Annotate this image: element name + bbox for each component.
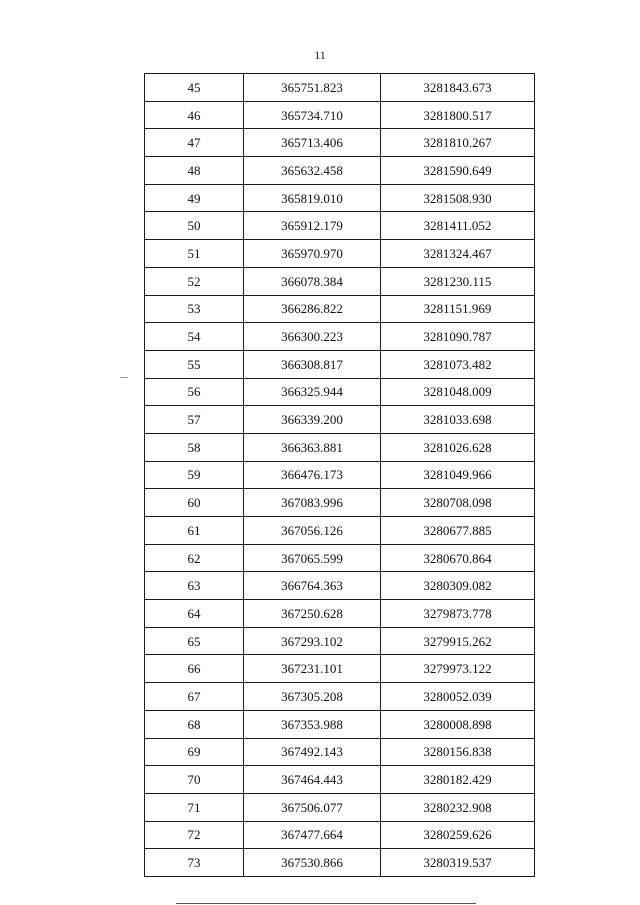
point-number-cell: 47 — [145, 129, 244, 157]
x-coordinate-cell: 366325.944 — [244, 378, 381, 406]
table-row — [145, 821, 535, 849]
x-coordinate-cell: 367293.102 — [244, 627, 381, 655]
y-coordinate-cell: 3279873.778 — [381, 600, 535, 628]
table-row — [145, 101, 535, 129]
x-coordinate-cell: 366308.817 — [244, 350, 381, 378]
y-coordinate-cell: 3281411.052 — [381, 212, 535, 240]
table-row — [145, 212, 535, 240]
x-coordinate-cell: 365912.179 — [244, 212, 381, 240]
table-row — [145, 793, 535, 821]
table-row — [145, 323, 535, 351]
point-number-cell: 52 — [145, 267, 244, 295]
point-number-cell: 72 — [145, 821, 244, 849]
x-coordinate-cell: 367464.443 — [244, 766, 381, 794]
y-coordinate-cell: 3280319.537 — [381, 849, 535, 877]
x-coordinate-cell: 367083.996 — [244, 489, 381, 517]
x-coordinate-cell: 366363.881 — [244, 433, 381, 461]
x-coordinate-cell: 367231.101 — [244, 655, 381, 683]
table-row — [145, 350, 535, 378]
x-coordinate-cell: 367506.077 — [244, 793, 381, 821]
table-row — [145, 184, 535, 212]
point-number-cell: 54 — [145, 323, 244, 351]
x-coordinate-cell: 365970.970 — [244, 240, 381, 268]
y-coordinate-cell: 3281590.649 — [381, 157, 535, 185]
point-number-cell: 65 — [145, 627, 244, 655]
x-coordinate-cell: 367250.628 — [244, 600, 381, 628]
y-coordinate-cell: 3281508.930 — [381, 184, 535, 212]
point-number-cell: 63 — [145, 572, 244, 600]
x-coordinate-cell: 367056.126 — [244, 517, 381, 545]
coordinate-table — [144, 73, 535, 877]
y-coordinate-cell: 3281090.787 — [381, 323, 535, 351]
point-number-cell: 56 — [145, 378, 244, 406]
coordinate-table-body — [145, 74, 535, 877]
point-number-cell: 53 — [145, 295, 244, 323]
y-coordinate-cell: 3280156.838 — [381, 738, 535, 766]
point-number-cell: 57 — [145, 406, 244, 434]
point-number-cell: 70 — [145, 766, 244, 794]
page-bottom-rule — [176, 903, 476, 904]
table-row — [145, 295, 535, 323]
x-coordinate-cell: 365751.823 — [244, 74, 381, 102]
y-coordinate-cell: 3281049.966 — [381, 461, 535, 489]
point-number-cell: 59 — [145, 461, 244, 489]
table-row — [145, 129, 535, 157]
y-coordinate-cell: 3281033.698 — [381, 406, 535, 434]
y-coordinate-cell: 3281048.009 — [381, 378, 535, 406]
y-coordinate-cell: 3281073.482 — [381, 350, 535, 378]
table-row — [145, 433, 535, 461]
table-row — [145, 683, 535, 711]
table-row — [145, 849, 535, 877]
point-number-cell: 51 — [145, 240, 244, 268]
point-number-cell: 71 — [145, 793, 244, 821]
table-row — [145, 489, 535, 517]
y-coordinate-cell: 3279915.262 — [381, 627, 535, 655]
y-coordinate-cell: 3281026.628 — [381, 433, 535, 461]
table-row — [145, 655, 535, 683]
table-row — [145, 766, 535, 794]
y-coordinate-cell: 3279973.122 — [381, 655, 535, 683]
point-number-cell: 46 — [145, 101, 244, 129]
y-coordinate-cell: 3280677.885 — [381, 517, 535, 545]
y-coordinate-cell: 3281151.969 — [381, 295, 535, 323]
table-row — [145, 600, 535, 628]
y-coordinate-cell: 3280182.429 — [381, 766, 535, 794]
point-number-cell: 67 — [145, 683, 244, 711]
point-number-cell: 58 — [145, 433, 244, 461]
point-number-cell: 62 — [145, 544, 244, 572]
x-coordinate-cell: 367477.664 — [244, 821, 381, 849]
table-row — [145, 738, 535, 766]
table-row — [145, 710, 535, 738]
x-coordinate-cell: 367492.143 — [244, 738, 381, 766]
table-row — [145, 267, 535, 295]
point-number-cell: 49 — [145, 184, 244, 212]
y-coordinate-cell: 3281800.517 — [381, 101, 535, 129]
table-row — [145, 74, 535, 102]
x-coordinate-cell: 367305.208 — [244, 683, 381, 711]
y-coordinate-cell: 3281324.467 — [381, 240, 535, 268]
point-number-cell: 61 — [145, 517, 244, 545]
point-number-cell: 60 — [145, 489, 244, 517]
y-coordinate-cell: 3280309.082 — [381, 572, 535, 600]
y-coordinate-cell: 3280052.039 — [381, 683, 535, 711]
x-coordinate-cell: 366476.173 — [244, 461, 381, 489]
x-coordinate-cell: 365734.710 — [244, 101, 381, 129]
x-coordinate-cell: 366764.363 — [244, 572, 381, 600]
y-coordinate-cell: 3280259.626 — [381, 821, 535, 849]
table-row — [145, 517, 535, 545]
point-number-cell: 68 — [145, 710, 244, 738]
point-number-cell: 48 — [145, 157, 244, 185]
point-number-cell: 55 — [145, 350, 244, 378]
x-coordinate-cell: 365713.406 — [244, 129, 381, 157]
margin-mark — [120, 377, 128, 378]
y-coordinate-cell: 3281810.267 — [381, 129, 535, 157]
point-number-cell: 69 — [145, 738, 244, 766]
x-coordinate-cell: 367353.988 — [244, 710, 381, 738]
page-number: 11 — [314, 48, 326, 62]
table-row — [145, 406, 535, 434]
x-coordinate-cell: 366339.200 — [244, 406, 381, 434]
y-coordinate-cell: 3280232.908 — [381, 793, 535, 821]
point-number-cell: 45 — [145, 74, 244, 102]
point-number-cell: 66 — [145, 655, 244, 683]
point-number-cell: 50 — [145, 212, 244, 240]
table-row — [145, 627, 535, 655]
table-row — [145, 157, 535, 185]
table-row — [145, 572, 535, 600]
table-row — [145, 461, 535, 489]
table-row — [145, 378, 535, 406]
y-coordinate-cell: 3280008.898 — [381, 710, 535, 738]
x-coordinate-cell: 365632.458 — [244, 157, 381, 185]
y-coordinate-cell: 3281843.673 — [381, 74, 535, 102]
y-coordinate-cell: 3281230.115 — [381, 267, 535, 295]
y-coordinate-cell: 3280708.098 — [381, 489, 535, 517]
table-row — [145, 544, 535, 572]
y-coordinate-cell: 3280670.864 — [381, 544, 535, 572]
x-coordinate-cell: 366286.822 — [244, 295, 381, 323]
x-coordinate-cell: 365819.010 — [244, 184, 381, 212]
x-coordinate-cell: 367065.599 — [244, 544, 381, 572]
point-number-cell: 73 — [145, 849, 244, 877]
x-coordinate-cell: 366078.384 — [244, 267, 381, 295]
x-coordinate-cell: 366300.223 — [244, 323, 381, 351]
x-coordinate-cell: 367530.866 — [244, 849, 381, 877]
table-row — [145, 240, 535, 268]
point-number-cell: 64 — [145, 600, 244, 628]
